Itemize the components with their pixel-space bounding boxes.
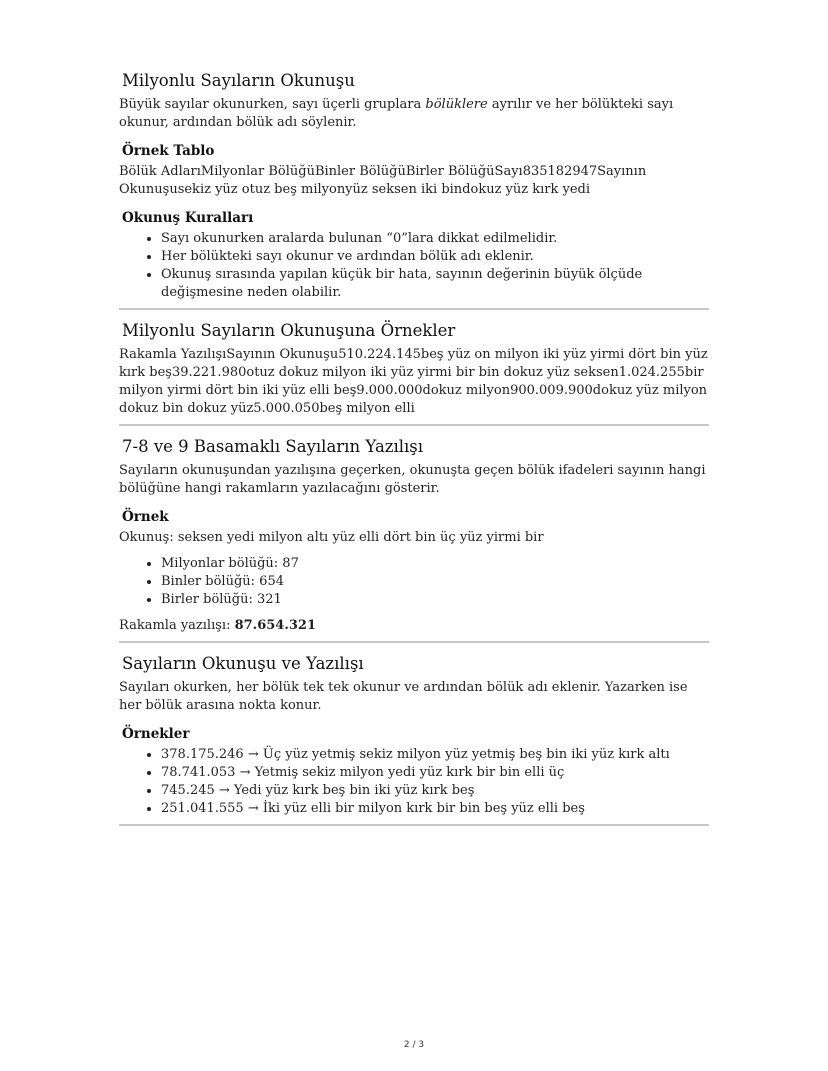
result-line: Rakamla yazılışı: 87.654.321: [119, 618, 317, 633]
divider: [119, 424, 709, 426]
list-item: • 78.741.053 → Yetmiş sekiz milyon yedi yüz kırk bir bin elli üç: [161, 764, 709, 782]
list-item: • 251.041.555 → İki yüz elli bir milyon kırk bir bin beş yüz elli beş: [161, 800, 709, 818]
subsection-title: Örnekler: [122, 726, 190, 742]
section-title: 7-8 ve 9 Basamaklı Sayıların Yazılışı: [122, 437, 424, 456]
subsection-title: Örnek: [122, 509, 169, 525]
subsection-title: Örnek Tablo: [122, 143, 215, 159]
divider: [119, 308, 709, 310]
section-intro: Sayıların okunuşundan yazılışına geçerken, okunuşta geçen bölük ifadeleri sayının hangi bölüğüne hangi rakamların yazılacağını gösterir.: [119, 463, 706, 496]
list-item: • Sayı okunurken aralarda bulunan “0”lara dikkat edilmelidir.: [161, 230, 709, 248]
result-value: 87.654.321: [234, 618, 317, 633]
list-item: • Birler bölüğü: 321: [161, 591, 709, 609]
section-intro: Büyük sayılar okunurken, sayı üçerli gruplara bölüklere ayrılır ve her bölükteki sayı okunur, ardından bölük adı söylenir.: [119, 97, 674, 130]
list-item: • Milyonlar bölüğü: 87: [161, 555, 709, 573]
document-page: [119, 70, 709, 836]
rules-list: [119, 230, 709, 302]
list-item: • Binler bölüğü: 654: [161, 573, 709, 591]
table-text: Bölük AdlarıMilyonlar BölüğüBinler BölüğüBirler BölüğüSayı835182947Sayının Okunuşusekiz yüz otuz beş milyonyüz seksen iki bindokuz yüz kırk yedi: [119, 164, 647, 197]
divider: [119, 641, 709, 643]
groups-list: [119, 555, 709, 609]
divider: [119, 824, 709, 826]
list-item: • Her bölükteki sayı okunur ve ardından bölük adı eklenir.: [161, 248, 709, 266]
examples-text: Rakamla YazılışıSayının Okunuşu510.224.145beş yüz on milyon iki yüz yirmi dört bin yüz kırk beş39.221.980otuz dokuz milyon iki yüz yirmi bir bin dokuz yüz seksen1.024.255bir milyon yirmi dört bin iki yüz elli beş9.000.000dokuz milyon900.009.900dokuz yüz milyon dokuz bin dokuz yüz5.000.050beş milyon elli: [119, 347, 708, 416]
examples-list: [119, 746, 709, 818]
list-item: • 745.245 → Yedi yüz kırk beş bin iki yüz kırk beş: [161, 782, 709, 800]
example-text: Okunuş: seksen yedi milyon altı yüz elli dört bin üç yüz yirmi bir: [119, 530, 544, 545]
subsection-title: Okunuş Kuralları: [122, 210, 254, 226]
page-number: 2 / 3: [403, 1040, 425, 1050]
list-item: • 378.175.246 → Üç yüz yetmiş sekiz milyon yüz yetmiş beş bin iki yüz kırk altı: [161, 746, 709, 764]
section-intro: Sayıları okurken, her bölük tek tek okunur ve ardından bölük adı eklenir. Yazarken ise her bölük arasına nokta konur.: [119, 680, 688, 713]
section-title: Milyonlu Sayıların Okunuşu: [122, 71, 355, 90]
section-title: Sayıların Okunuşu ve Yazılışı: [122, 654, 364, 673]
emphasis-text: bölüklere: [425, 97, 488, 112]
section-title: Milyonlu Sayıların Okunuşuna Örnekler: [122, 321, 456, 340]
list-item: • Okunuş sırasında yapılan küçük bir hata, sayının değerinin büyük ölçüde değişmesine neden olabilir.: [161, 266, 709, 302]
